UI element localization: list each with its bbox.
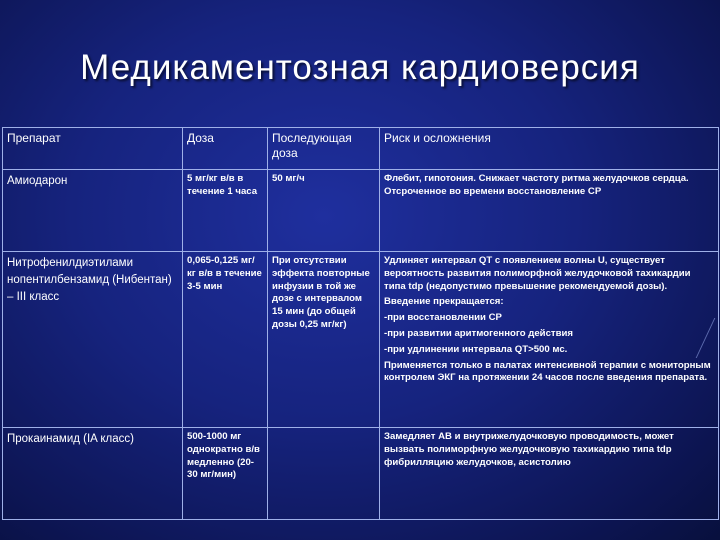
- header-next-dose: Последующая доза: [268, 128, 380, 170]
- slide-title: Медикаментозная кардиоверсия: [80, 48, 640, 87]
- dose-text: 5 мг/кг в/в в течение 1 часа: [187, 173, 258, 197]
- drug-name-cell: [3, 170, 183, 252]
- drug-name: Прокаинамид (IA класс): [7, 433, 134, 445]
- drug-name: Нитрофенилдиэтилами нопентилбензамид (Нибентан) – III класс: [7, 257, 172, 303]
- risk-text: Введение прекращается:: [384, 296, 504, 308]
- header-drug: Препарат: [3, 128, 183, 170]
- next-dose-cell: [268, 428, 380, 520]
- risk-text: -при развитии аритмогенного действия: [384, 327, 573, 339]
- header-dose: Доза: [183, 128, 268, 170]
- risk-text: Применяется только в палатах интенсивной терапии с мониторным контролем ЭКГ на протяжении 24 часов после введения препарата.: [384, 359, 711, 384]
- dose-cell: [183, 428, 268, 520]
- risk-text: Флебит, гипотония. Снижает частоту ритма желудочков сердца. Отсроченное во времени восстановление СР: [384, 173, 689, 197]
- drug-name-cell: [3, 428, 183, 520]
- next-dose-text: При отсутствии эффекта повторные инфузии в той же дозе с интервалом 15 мин (до общей дозы 0,25 мг/кг): [272, 255, 370, 330]
- table-header-row: [3, 128, 719, 170]
- risk-text: Удлиняет интервал QT с появлением волны U, существует вероятность развития полиморфной желудочковой тахикардии типа tdp (недопустимо превышение рекомендуемой дозы).: [384, 255, 691, 292]
- risk-cell: [380, 170, 719, 252]
- next-dose-text: 50 мг/ч: [272, 173, 305, 184]
- next-dose-cell: [268, 170, 380, 252]
- dose-text: 0,065-0,125 мг/кг в/в в течение 3-5 мин: [187, 255, 262, 292]
- header-risk: Риск и осложнения: [380, 128, 719, 170]
- risk-text: -при восстановлении СР: [384, 312, 502, 324]
- table-row: [3, 252, 719, 428]
- drug-table: [2, 127, 719, 520]
- dose-cell: [183, 170, 268, 252]
- table-row: [3, 170, 719, 252]
- risk-text: -при удлинении интервала QT>500 мс.: [384, 343, 568, 355]
- drug-name-cell: [3, 252, 183, 428]
- drug-name: Амиодарон: [7, 175, 68, 187]
- risk-text: Замедляет АВ и внутрижелудочковую проводимость, может вызвать полиморфную желудочковую тахикардию типа tdp фибрилляцию желудочков, асистолию: [384, 431, 674, 468]
- risk-cell: [380, 252, 719, 428]
- dose-cell: [183, 252, 268, 428]
- risk-cell: [380, 428, 719, 520]
- next-dose-cell: [268, 252, 380, 428]
- dose-text: 500-1000 мг однократно в/в медленно (20-30 мг/мин): [187, 431, 260, 481]
- table-row: [3, 428, 719, 520]
